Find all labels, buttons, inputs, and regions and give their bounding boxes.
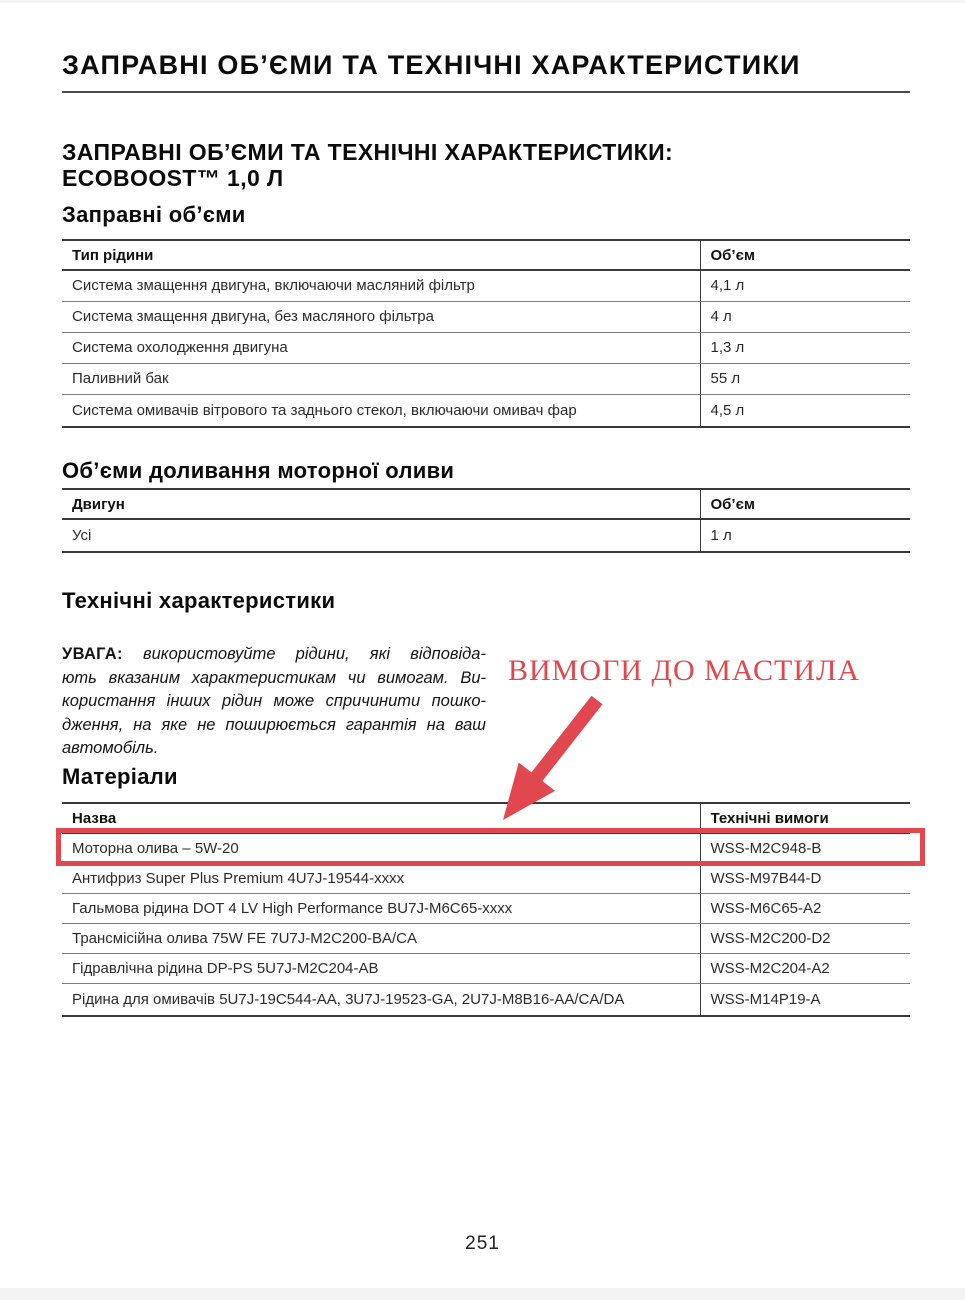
volume-cell: 1 л	[700, 519, 910, 552]
material-spec-cell: WSS-M6C65-A2	[700, 893, 910, 923]
volume-cell: 4,5 л	[700, 394, 910, 427]
column-header: Назва	[62, 803, 700, 833]
oil-topup-heading: Об’єми доливання моторної оливи	[62, 458, 455, 483]
material-name-cell: Рідина для омивачів 5U7J-19C544-AA, 3U7J-19523-GA, 2U7J-M8B16-AA/CA/DA	[62, 983, 700, 1016]
warning-line	[62, 643, 486, 667]
capacities-table	[62, 239, 910, 428]
material-spec-cell: WSS-M2C948-B	[700, 833, 910, 863]
table-row	[62, 301, 910, 332]
materials-table	[62, 802, 910, 1017]
warning-line: автомобіль.	[62, 739, 159, 757]
oil-requirements-annotation: ВИМОГИ ДО МАСТИЛА	[508, 654, 861, 687]
column-header: Об’єм	[700, 489, 910, 519]
table-row-highlighted	[62, 833, 910, 863]
warning-note	[62, 643, 486, 761]
page-title: ЗАПРАВНІ ОБ’ЄМИ ТА ТЕХНІЧНІ ХАРАКТЕРИСТИКИ	[62, 50, 801, 80]
specifications-heading: Технічні характеристики	[62, 588, 336, 613]
section-title-line2: ECOBOOST™ 1,0 Л	[62, 165, 284, 191]
table-row	[62, 394, 910, 427]
volume-cell: 1,3 л	[700, 332, 910, 363]
material-spec-cell: WSS-M2C200-D2	[700, 923, 910, 953]
table-header-row	[62, 240, 910, 270]
table-header-row	[62, 803, 910, 833]
page-number: 251	[465, 1233, 500, 1254]
materials-heading: Матеріали	[62, 764, 178, 789]
engine-cell: Усі	[62, 519, 700, 552]
title-divider	[62, 91, 910, 93]
fluid-type-cell: Система змащення двигуна, включаючи масляний фільтр	[62, 270, 700, 301]
table-row	[62, 363, 910, 394]
warning-line: ють вказаним характеристикам чи вимогам. Ви-	[62, 668, 486, 687]
volume-cell: 4 л	[700, 301, 910, 332]
material-name-cell: Гальмова рідина DOT 4 LV High Performance BU7J-M6C65-xxxx	[62, 893, 700, 923]
volume-cell: 4,1 л	[700, 270, 910, 301]
column-header: Технічні вимоги	[700, 803, 910, 833]
column-header: Тип рідини	[62, 240, 700, 270]
fluid-type-cell: Система змащення двигуна, без масляного фільтра	[62, 301, 700, 332]
material-name-cell: Антифриз Super Plus Premium 4U7J-19544-xxxx	[62, 863, 700, 893]
warning-line: дження, на яке не поширюється гарантія на ваш	[62, 715, 486, 734]
material-name-cell: Трансмісійна олива 75W FE 7U7J-M2C200-BA/CA	[62, 923, 700, 953]
table-header-row	[62, 489, 910, 519]
material-name-cell: Гідравлічна рідина DP-PS 5U7J-M2C204-AB	[62, 953, 700, 983]
material-name-cell: Моторна олива – 5W-20	[62, 833, 700, 863]
fluid-type-cell: Система охолодження двигуна	[62, 332, 700, 363]
section-title	[62, 139, 910, 191]
material-spec-cell: WSS-M2C204-A2	[700, 953, 910, 983]
material-spec-cell: WSS-M97B44-D	[700, 863, 910, 893]
column-header: Об’єм	[700, 240, 910, 270]
page-top-strip	[0, 0, 965, 3]
table-row	[62, 923, 910, 953]
table-row	[62, 893, 910, 923]
warning-text: використовуйте рідини, які відповіда-	[142, 645, 486, 663]
table-row	[62, 863, 910, 893]
table-row	[62, 270, 910, 301]
table-row	[62, 953, 910, 983]
column-header: Двигун	[62, 489, 700, 519]
warning-line: користання інших рідин може спричинити пошко-	[62, 692, 486, 710]
oil-topup-table	[62, 488, 910, 553]
fluid-type-cell: Паливний бак	[62, 363, 700, 394]
page-bottom-strip	[0, 1288, 965, 1300]
warning-label: УВАГА:	[62, 645, 123, 663]
table-row	[62, 983, 910, 1016]
section-title-line1: ЗАПРАВНІ ОБ’ЄМИ ТА ТЕХНІЧНІ ХАРАКТЕРИСТИКИ:	[62, 139, 674, 165]
volume-cell: 55 л	[700, 363, 910, 394]
capacities-heading: Заправні об’єми	[62, 202, 246, 227]
table-row	[62, 332, 910, 363]
material-spec-cell: WSS-M14P19-A	[700, 983, 910, 1016]
fluid-type-cell: Система омивачів вітрового та заднього стекол, включаючи омивач фар	[62, 394, 700, 427]
table-row	[62, 519, 910, 552]
